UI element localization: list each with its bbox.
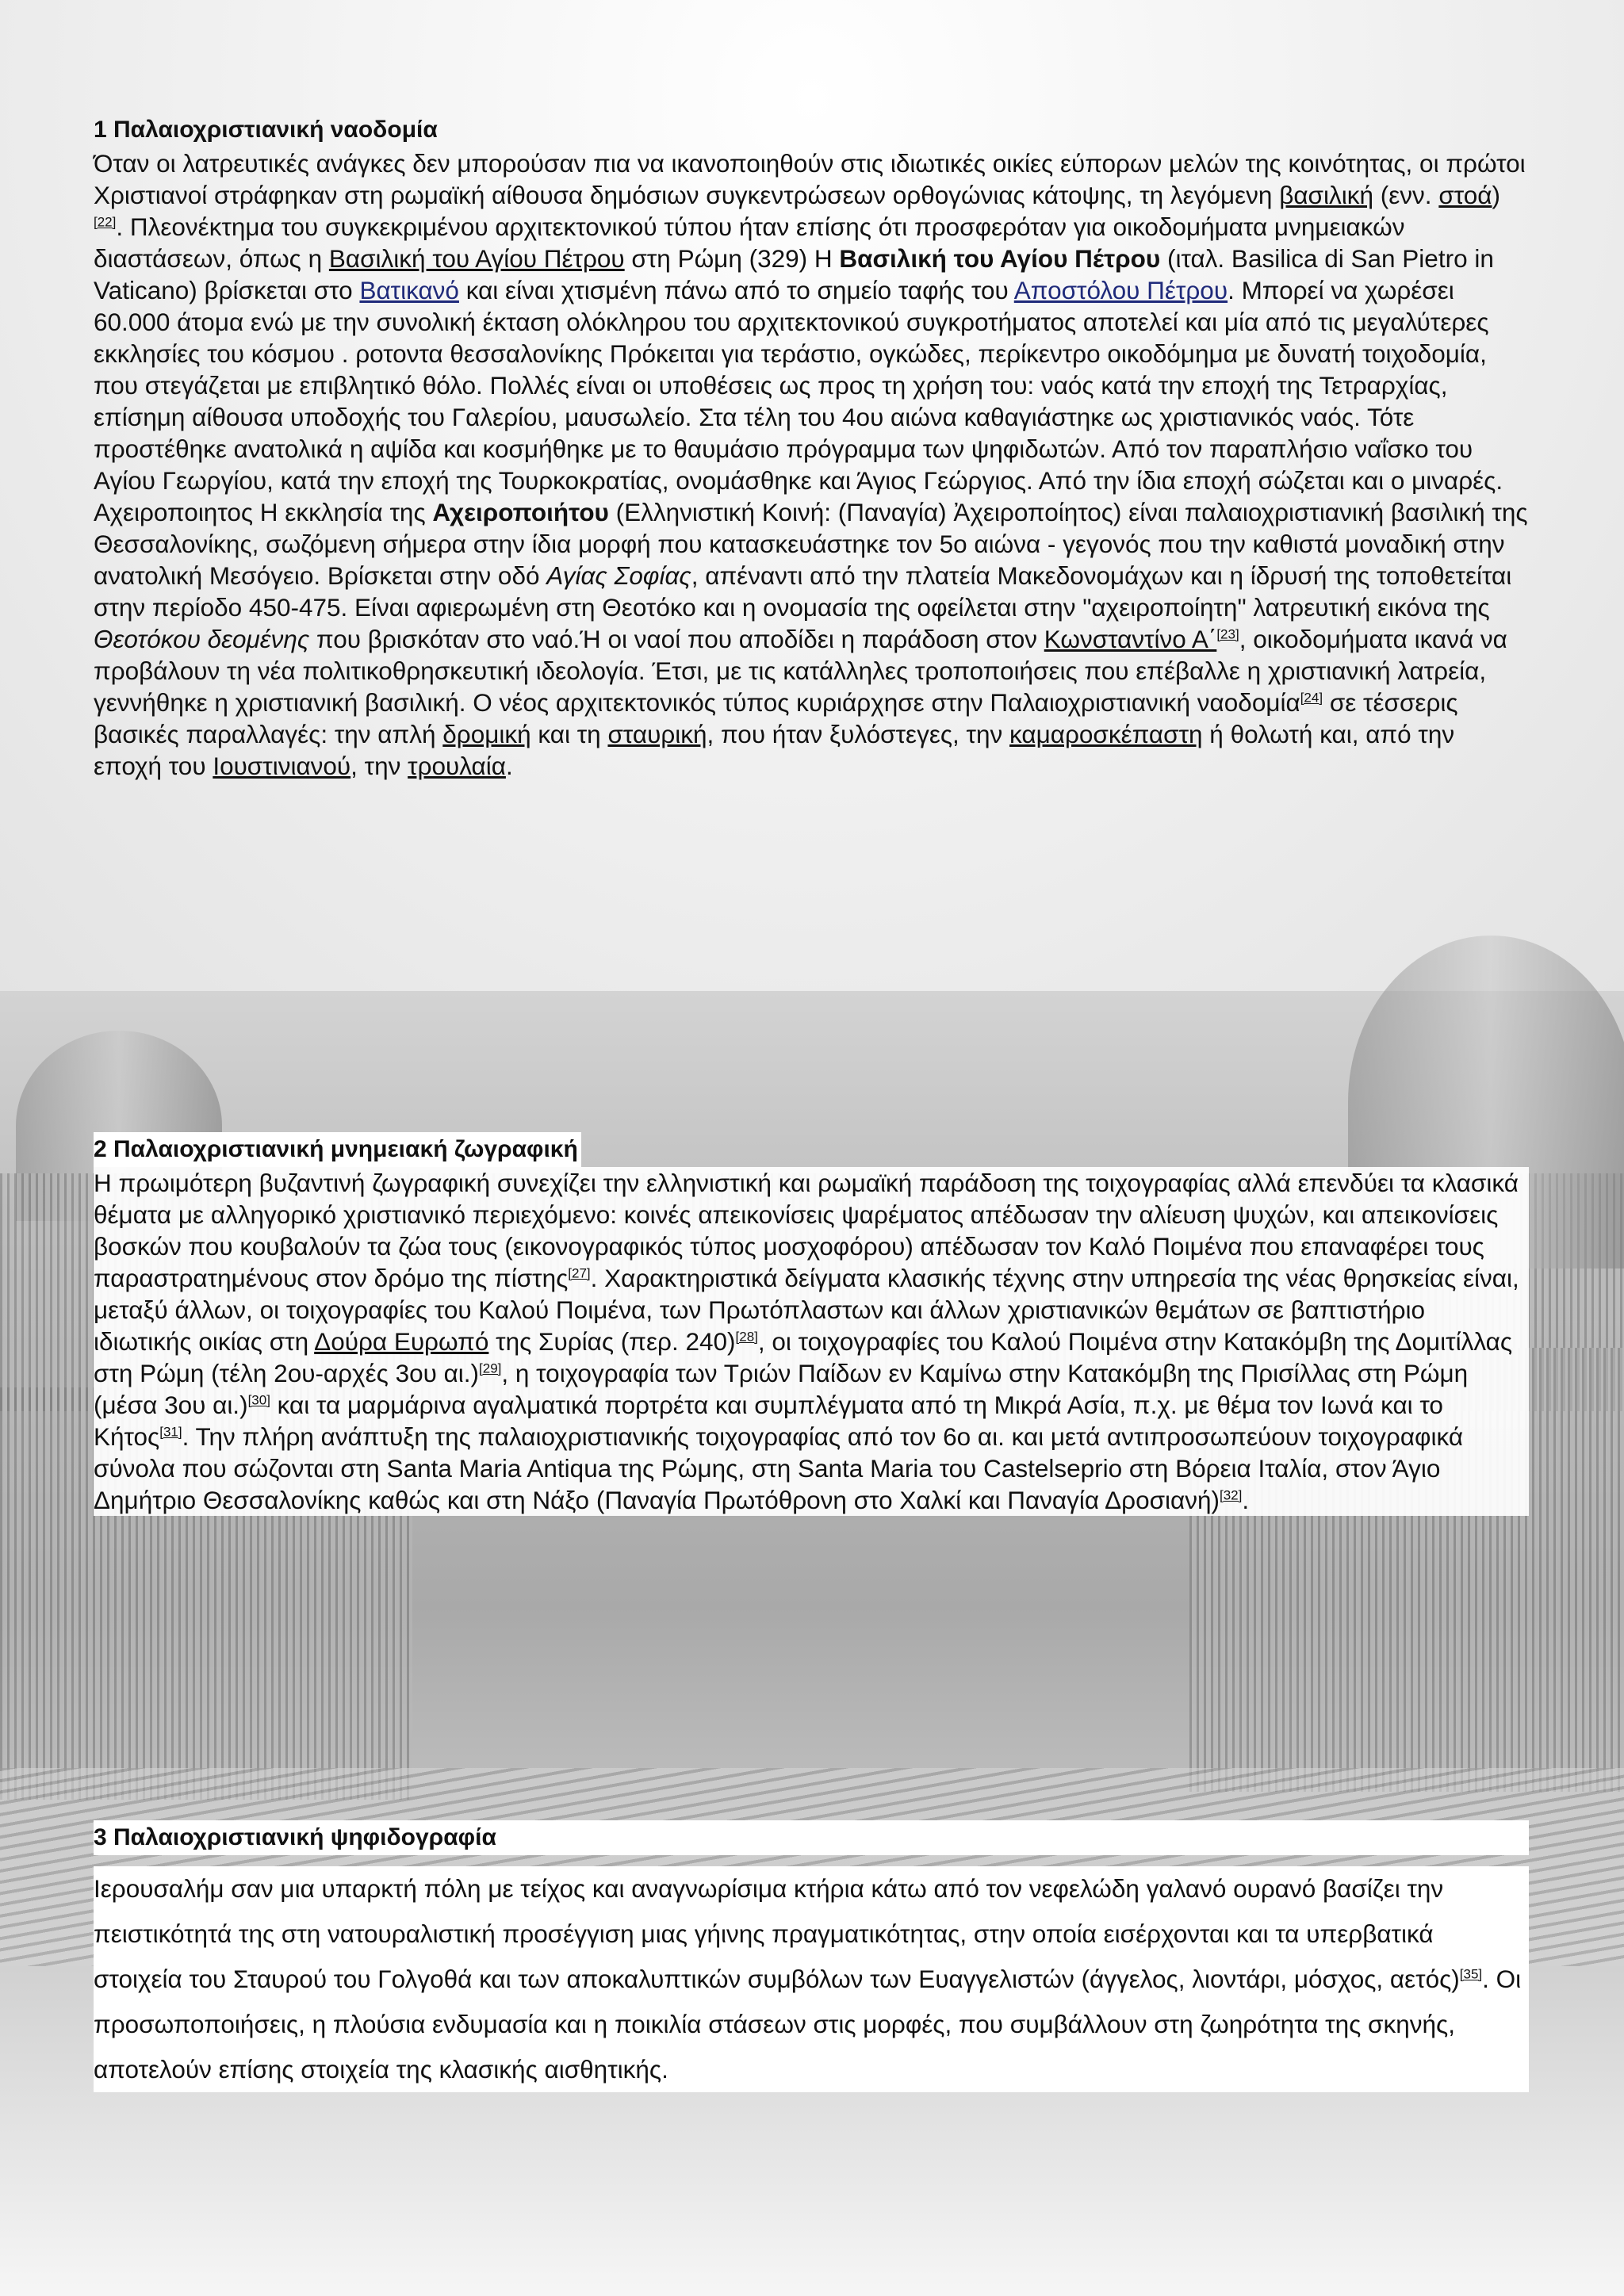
text-run: Όταν οι λατρευτικές ανάγκες δεν μπορούσαν πια να ικανοποιηθούν στις ιδιωτικές οικίες εύπορων μελών της κοινότητας, οι πρώτοι Χριστιανοί στράφηκαν στη ρωμαϊκή αίθουσα δημόσιων συγκεντρώσεων ορθογώνιας κάτοψης, τη λεγόμενη [94, 149, 1526, 209]
citation-ref[interactable]: [24] [1300, 690, 1323, 706]
underlined-term[interactable]: Ιουστινιανού [213, 752, 351, 780]
text-link[interactable]: Αποστόλου Πέτρου [1013, 276, 1228, 304]
italic-term: Θεοτόκου δεομένης [94, 625, 310, 653]
section-heading: 2 Παλαιοχριστιανική μνημειακή ζωγραφική [94, 1132, 581, 1167]
italic-term: Αγίας Σοφίας [546, 561, 691, 590]
text-run: (ιταλ. Basilica di San Pietro in Vaticano) βρίσκεται στο [94, 244, 1494, 304]
text-run: , οικοδομήματα ικανά να προβάλουν τη νέα πολιτικοθρησκευτική ιδεολογία. Έτσι, με τις κατάλληλες τροποποιήσεις που επέβαλλε η χριστιανική λατρεία, γεννήθηκε η χριστιανική βασιλική. Ο νέος αρχιτεκτονικός τύπος κυριάρχησε στην Παλαιοχριστιανική ναοδομία [94, 625, 1507, 717]
underlined-term[interactable]: δρομική [442, 720, 531, 748]
section-1 [94, 113, 1529, 782]
underlined-term[interactable]: βασιλική [1279, 181, 1374, 209]
section-heading: 1 Παλαιοχριστιανική ναοδομία [94, 117, 438, 143]
section-heading: 3 Παλαιοχριστιανική ψηφιδογραφία [94, 1820, 1529, 1855]
underlined-term[interactable]: Βασιλική του Αγίου Πέτρου [328, 244, 625, 273]
text-run: και τη [530, 720, 608, 748]
citation-ref[interactable]: [35] [1459, 1966, 1483, 1982]
text-run: ή θολωτή και, από την εποχή του [94, 720, 1455, 780]
text-run: , απέναντι από την πλατεία Μακεδονομάχων και η ίδρυσή της τοποθετείται στην περίοδο 450-475. Είναι αφιερωμένη στη Θεοτόκο και η ονομασία της οφείλεται στην "αχειροποίητη" λατρευτική εικόνα της [94, 561, 1512, 622]
citation-ref[interactable]: [32] [1220, 1487, 1243, 1503]
section-body [94, 1866, 1529, 2092]
section-body [94, 1167, 1529, 1516]
text-run: . Την πλήρη ανάπτυξη της παλαιοχριστιανικής τοιχογραφίας από τον 6ο αι. και μετά αντιπροσωπεύουν τοιχογραφικά σύνολα που σώζονται στη Santa Maria Antiqua της Ρώμης, στη Santa Maria του Castelseprio στη Βόρεια Ιταλία, στον Άγιο Δημήτριο Θεσσαλονίκης καθώς και στη Νάξο (Παναγία Πρωτόθρονη στο Χαλκί και Παναγία Δροσιανή) [94, 1422, 1464, 1514]
citation-ref[interactable]: [29] [479, 1360, 502, 1376]
text-link[interactable]: Βατικανό [359, 276, 459, 304]
citation-ref[interactable]: [27] [568, 1265, 591, 1281]
underlined-term[interactable]: στοά [1438, 181, 1492, 209]
text-run: που βρισκόταν στο ναό.Ή οι ναοί που αποδίδει η παράδοση στον [309, 625, 1044, 653]
text-run: , την [350, 752, 408, 780]
underlined-term[interactable]: τρουλαία [408, 752, 506, 780]
text-run: στη Ρώμη (329) Η [624, 244, 840, 273]
text-run: . Οι προσωποποιήσεις, η πλούσια ενδυμασία και η ποικιλία στάσεων στις μορφές, που συμβάλλουν στη ζωηρότητα της σκηνής, αποτελούν επίσης στοιχεία της κλασικής αισθητικής. [94, 1965, 1522, 2084]
text-run: . Πλεονέκτημα του συγκεκριμένου αρχιτεκτονικού τύπου ήταν επίσης ότι προσφερόταν για οικοδομήματα μνημειακών διαστάσεων, όπως η [94, 212, 1405, 273]
bold-term: Αχειροποιήτου [432, 498, 609, 526]
text-run: σε τέσσερις βασικές παραλλαγές: την απλή [94, 688, 1458, 748]
text-run: , που ήταν ξυλόστεγες, την [707, 720, 1010, 748]
section-body [94, 147, 1529, 782]
text-run: , οι τοιχογραφίες του Καλού Ποιμένα στην Κατακόμβη της Δομιτίλλας στη Ρώμη (τέλη 2ου-αρχές 3ου αι.) [94, 1327, 1513, 1387]
text-run: ) [1492, 181, 1500, 209]
text-run: , η τοιχογραφία των Τριών Παίδων εν Καμίνω στην Κατακόμβη της Πρισίλλας στη Ρώμη (μέσα 3ου αι.) [94, 1359, 1469, 1419]
text-run: και τα μαρμάρινα αγαλματικά πορτρέτα και συμπλέγματα από τη Μικρά Ασία, π.χ. με θέμα τον Ιωνά και το Κήτος [94, 1391, 1443, 1451]
text-run: και είναι χτισμένη πάνω από το σημείο ταφής του [458, 276, 1014, 304]
bold-term: Βασιλική του Αγίου Πέτρου [839, 244, 1161, 273]
underlined-term[interactable]: Δούρα Ευρωπό [314, 1327, 489, 1356]
section-3 [94, 1820, 1529, 2092]
text-run: . Μπορεί να χωρέσει 60.000 άτομα ενώ με την συνολική έκταση ολόκληρου του αρχιτεκτονικού συγκροτήματος αποτελεί και μία από τις μεγαλύτερες εκκλησίες του κόσμου . ροτοντα θεσσαλονίκης Πρόκειται για τεράστιο, ογκώδες, περίκεντρο οικοδόμημα με δυνατή τοιχοδομία, που στεγάζεται με επιβλητικό θόλο. Πολλές είναι οι υποθέσεις ως προς τη χρήση του: ναός κατά την εποχή της Τετραρχίας, επίσημη αίθουσα υποδοχής του Γαλερίου, μαυσωλείο. Στα τέλη του 4ου αιώνα καθαγιάστηκε ως χριστιανικός ναός. Τότε προστέθηκε ανατολικά η αψίδα και κοσμήθηκε με το θαυμάσιο πρόγραμμα των ψηφιδωτών. Από τον παραπλήσιο ναΐσκο του Αγίου Γεωργίου, κατά την εποχή της Τουρκοκρατίας, ονομάσθηκε και Άγιος Γεώργιος. Από την ίδια εποχή σώζεται και ο μιναρές. Αχειροποιητος Η εκκλησία της [94, 276, 1503, 526]
text-run: Ιερουσαλήμ σαν μια υπαρκτή πόλη με τείχος και αναγνωρίσιμα κτήρια κάτω από τον νεφελώδη γαλανό ουρανό βασίζει την πειστικότητά της στη νατουραλιστική προσέγγιση μιας γήινης πραγματικότητας, στην οποία εισέρχονται και τα υπερβατικά στοιχεία του Σταυρού του Γολγοθά και των αποκαλυπτικών συμβόλων των Ευαγγελιστών (άγγελος, λιοντάρι, μόσχος, αετός) [94, 1874, 1460, 1993]
underlined-term[interactable]: Κωνσταντίνο Α΄ [1044, 625, 1217, 653]
text-run: . Χαρακτηριστικά δείγματα κλασικής τέχνης στην υπηρεσία της νέας θρησκείας είναι, μεταξύ άλλων, οι τοιχογραφίες του Καλού Ποιμένα, των Πρωτόπλαστων και άλλων χριστιανικών θεμάτων σε βαπτιστήριο ιδιωτικής οικίας στη [94, 1264, 1519, 1356]
citation-ref[interactable]: [28] [735, 1329, 758, 1345]
underlined-term[interactable]: σταυρική [607, 720, 707, 748]
text-run: (Ελληνιστική Κοινή: (Παναγία) Ἀχειροποίητος) είναι παλαιοχριστιανική βασιλική της Θεσσαλονίκης, σωζόμενη σήμερα στην ίδια μορφή που κατασκευάστηκε τον 5ο αιώνα - γεγονός που την καθιστά μοναδική στην ανατολική Μεσόγειο. Βρίσκεται στην οδό [94, 498, 1528, 590]
underlined-term[interactable]: καμαροσκέπαστη [1009, 720, 1203, 748]
text-run: (ενν. [1373, 181, 1439, 209]
text-run: . [1242, 1486, 1250, 1514]
citation-ref[interactable]: [30] [247, 1392, 270, 1408]
citation-ref[interactable]: [23] [1216, 626, 1239, 642]
text-run: Η πρωιμότερη βυζαντινή ζωγραφική συνεχίζει την ελληνιστική και ρωμαϊκή παράδοση της τοιχογραφίας αλλά επενδύει τα κλασικά θέματα με αλληγορικό χριστιανικό περιεχόμενο: κοινές απεικονίσεις ψαρέματος απέδωσαν την αλίευση ψυχών, και απεικονίσεις βοσκών που κουβαλούν τα ζώα τους (εικονογραφικός τύπος μοσχοφόρου) απέδωσαν τον Καλό Ποιμένα που επαναφέρει τους παραστρατημένους στον δρόμο της πίστης [94, 1169, 1519, 1292]
citation-ref[interactable]: [22] [94, 214, 117, 230]
text-run: . [505, 752, 513, 780]
section-2 [94, 1132, 1529, 1516]
text-run: της Συρίας (περ. 240) [488, 1327, 736, 1356]
citation-ref[interactable]: [31] [159, 1424, 182, 1440]
